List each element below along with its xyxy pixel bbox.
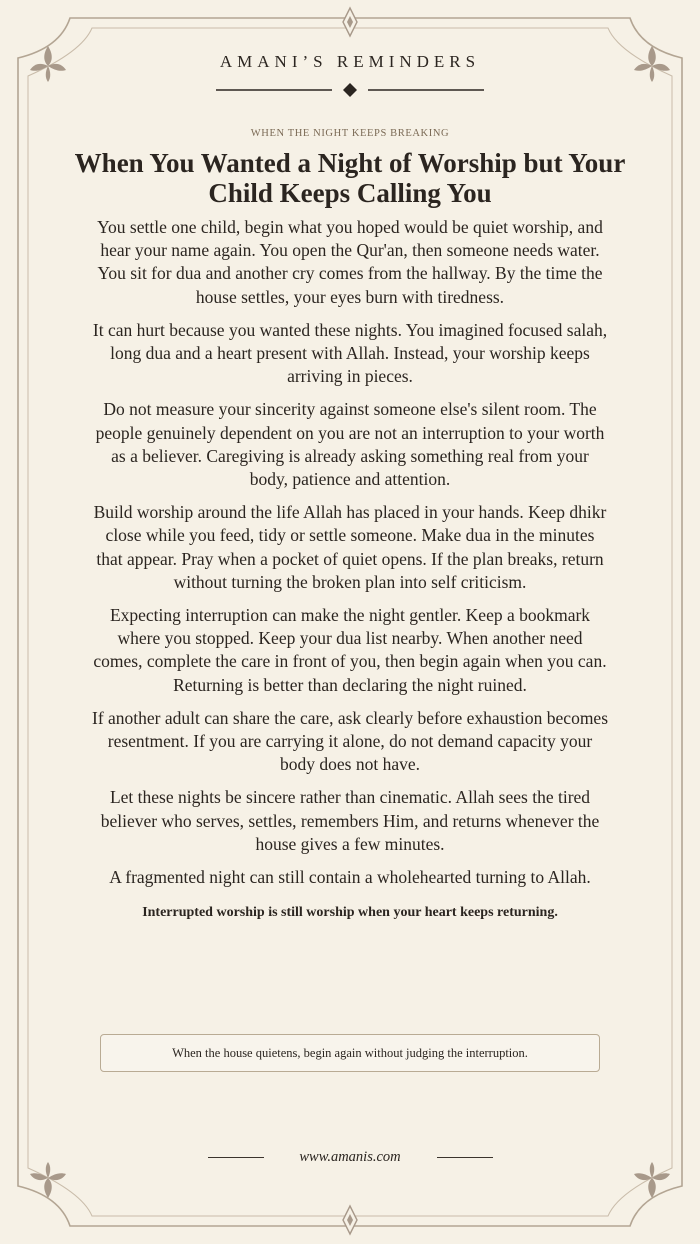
- paragraph-6: If another adult can share the care, ask clearly before exhaustion becomes resentment. If you are carrying it alone, do not demand capacity your body does not have.: [92, 707, 609, 775]
- callout-box: [100, 1034, 600, 1072]
- header-divider: [216, 83, 484, 97]
- article-body: [92, 216, 608, 921]
- kicker-label: WHEN THE NIGHT KEEPS BREAKING: [250, 128, 450, 139]
- paragraph-1: You settle one child, begin what you hoped would be quiet worship, and hear your name again. You open the Qur'an, then someone needs water. You sit for dua and another cry comes from the hallway. By the time the house settles, your eyes burn with tiredness.: [97, 217, 603, 307]
- paragraph-3: Do not measure your sincerity against someone else's silent room. The people genuinely dependent on you are not an interruption to your worth as a believer. Caregiving is already asking something real from your body, patience and attention.: [95, 399, 605, 490]
- top-diamond-icon: [343, 8, 357, 36]
- footer-website-link[interactable]: www.amanis.com: [299, 1149, 401, 1165]
- callout-text: When the house quietens, begin again without judging the interruption.: [172, 1045, 528, 1060]
- fleuron-bottom-right-icon: [634, 1162, 670, 1198]
- bottom-diamond-icon: [343, 1206, 357, 1234]
- paragraph-2: It can hurt because you wanted these nights. You imagined focused salah, long dua and a heart present with Allah. Instead, your worship keeps arriving in pieces.: [92, 319, 608, 387]
- brand-title: AMANI’S REMINDERS: [219, 52, 481, 71]
- paragraph-8: A fragmented night can still contain a wholehearted turning to Allah.: [109, 867, 591, 888]
- paragraph-5: Expecting interruption can make the night gentler. Keep a bookmark where you stopped. Keep your dua list nearby. When another need comes, complete the care in front of you, then begin again when you can. Returning is better than declaring the night ruined.: [93, 605, 607, 695]
- page-title: When You Wanted a Night of Worship but Your Child Keeps Calling You: [74, 148, 626, 208]
- paragraph-4: Build worship around the life Allah has placed in your hands. Keep dhikr close while you feed, tidy or settle someone. Make dua in the minutes that appear. Pray when a pocket of quiet opens. If the plan breaks, return without turning the broken plan into self criticism.: [93, 502, 607, 592]
- paragraph-7: Let these nights be sincere rather than cinematic. Allah sees the tired believer who serves, settles, remembers Him, and returns whenever the house gives a few minutes.: [100, 787, 600, 854]
- fleuron-bottom-left-icon: [30, 1162, 66, 1198]
- emphasis-line: Interrupted worship is still worship when your heart keeps returning.: [142, 905, 558, 921]
- header-diamond-icon: [343, 83, 357, 97]
